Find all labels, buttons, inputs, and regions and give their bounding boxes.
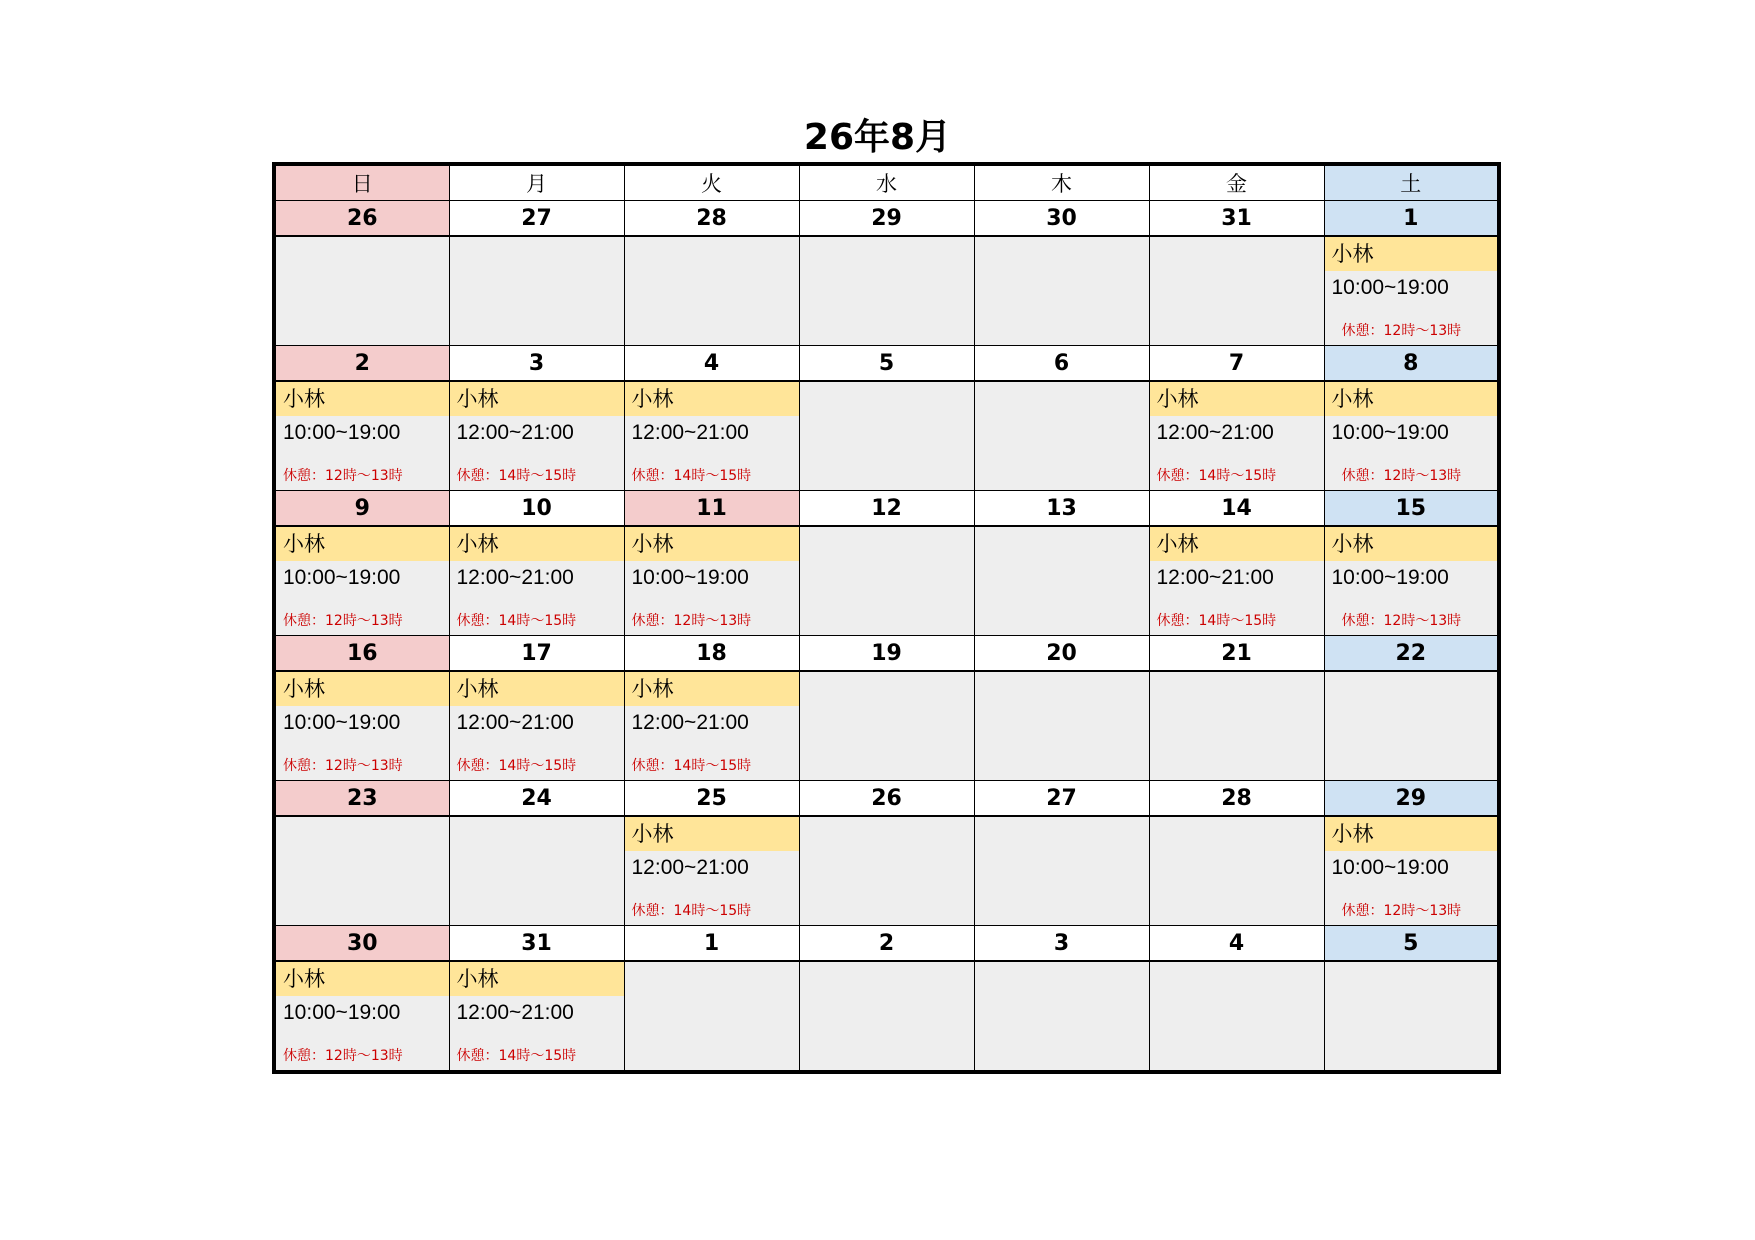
break-time: 休憩：14時～15時 [631, 468, 752, 484]
weekday-wednesday: 水 [799, 164, 974, 201]
date-row [274, 346, 1499, 382]
shift-row [274, 671, 1499, 781]
shift-hours: 10:00~19:00 [283, 421, 401, 444]
date-cell: 7 [1149, 346, 1324, 382]
shift-row [274, 816, 1499, 926]
shift-row [274, 381, 1499, 491]
date-cell: 17 [449, 636, 624, 672]
date-cell: 28 [624, 201, 799, 237]
date-cell: 21 [1149, 636, 1324, 672]
date-row [274, 201, 1499, 237]
staff-name: 小林 [625, 672, 799, 706]
shift-cell [449, 961, 624, 1072]
date-cell: 19 [799, 636, 974, 672]
date-cell: 5 [1324, 926, 1499, 962]
shift-hours: 10:00~19:00 [283, 711, 401, 734]
shift-hours: 12:00~21:00 [1156, 566, 1274, 589]
shift-hours: 10:00~19:00 [283, 1001, 401, 1024]
shift-cell [1149, 961, 1324, 1072]
shift-cell [1149, 526, 1324, 636]
shift-cell [624, 961, 799, 1072]
break-time: 休憩：14時～15時 [631, 758, 752, 774]
shift-hours: 10:00~19:00 [283, 566, 401, 589]
date-cell: 28 [1149, 781, 1324, 817]
date-cell: 5 [799, 346, 974, 382]
break-time: 休憩：14時～15時 [456, 758, 577, 774]
date-cell: 13 [974, 491, 1149, 527]
date-cell: 26 [799, 781, 974, 817]
date-cell: 29 [1324, 781, 1499, 817]
shift-cell [974, 961, 1149, 1072]
staff-name: 小林 [1150, 382, 1324, 416]
staff-name: 小林 [450, 382, 624, 416]
date-cell: 27 [449, 201, 624, 237]
shift-cell [799, 381, 974, 491]
staff-name: 小林 [1325, 382, 1498, 416]
shift-cell [799, 816, 974, 926]
date-cell: 29 [799, 201, 974, 237]
shift-hours: 12:00~21:00 [631, 711, 749, 734]
date-cell: 6 [974, 346, 1149, 382]
shift-cell [1324, 236, 1499, 346]
shift-hours: 12:00~21:00 [456, 566, 574, 589]
break-time: 休憩：12時～13時 [631, 613, 752, 629]
break-time: 休憩：12時～13時 [283, 758, 403, 774]
date-cell: 30 [974, 201, 1149, 237]
shift-cell [274, 671, 449, 781]
shift-cell [1324, 671, 1499, 781]
shift-row [274, 526, 1499, 636]
break-time: 休憩：12時～13時 [283, 1048, 403, 1064]
date-cell: 8 [1324, 346, 1499, 382]
shift-cell [1149, 816, 1324, 926]
staff-name: 小林 [1325, 237, 1498, 271]
staff-name: 小林 [625, 817, 799, 851]
weekday-tuesday: 火 [624, 164, 799, 201]
date-cell: 18 [624, 636, 799, 672]
shift-cell [624, 526, 799, 636]
date-cell: 31 [1149, 201, 1324, 237]
date-cell: 30 [274, 926, 449, 962]
break-time: 休憩：12時～13時 [283, 613, 403, 629]
shift-cell [1149, 236, 1324, 346]
date-cell: 4 [1149, 926, 1324, 962]
shift-hours: 12:00~21:00 [456, 421, 574, 444]
shift-cell [449, 671, 624, 781]
shift-cell [449, 381, 624, 491]
staff-name: 小林 [625, 382, 799, 416]
shift-cell [974, 381, 1149, 491]
shift-cell [1324, 526, 1499, 636]
date-cell: 31 [449, 926, 624, 962]
date-cell: 4 [624, 346, 799, 382]
staff-name: 小林 [1325, 527, 1498, 561]
staff-name: 小林 [1325, 817, 1498, 851]
date-cell: 25 [624, 781, 799, 817]
shift-hours: 12:00~21:00 [631, 421, 749, 444]
weekday-header-row [274, 164, 1499, 201]
staff-name: 小林 [625, 527, 799, 561]
shift-cell [624, 816, 799, 926]
break-time: 休憩：14時～15時 [456, 1048, 577, 1064]
shift-cell [974, 526, 1149, 636]
shift-cell [799, 236, 974, 346]
date-cell: 11 [624, 491, 799, 527]
shift-row [274, 236, 1499, 346]
shift-cell [1149, 381, 1324, 491]
date-row [274, 926, 1499, 962]
staff-name: 小林 [276, 382, 449, 416]
date-cell: 26 [274, 201, 449, 237]
date-cell: 3 [449, 346, 624, 382]
staff-name: 小林 [276, 962, 449, 996]
shift-cell [799, 526, 974, 636]
date-row [274, 781, 1499, 817]
shift-cell [274, 236, 449, 346]
shift-hours: 12:00~21:00 [1156, 421, 1274, 444]
weekday-saturday: 土 [1324, 164, 1499, 201]
shift-cell [449, 526, 624, 636]
date-cell: 2 [274, 346, 449, 382]
date-cell: 3 [974, 926, 1149, 962]
shift-hours: 12:00~21:00 [631, 856, 749, 879]
shift-cell [974, 816, 1149, 926]
shift-cell [799, 671, 974, 781]
staff-name: 小林 [450, 672, 624, 706]
break-time: 休憩：12時～13時 [1341, 613, 1462, 629]
shift-cell [274, 961, 449, 1072]
shift-cell [274, 381, 449, 491]
date-cell: 20 [974, 636, 1149, 672]
break-time: 休憩：14時～15時 [1156, 468, 1277, 484]
weekday-monday: 月 [449, 164, 624, 201]
break-time: 休憩：14時～15時 [1156, 613, 1277, 629]
break-time: 休憩：12時～13時 [283, 468, 403, 484]
shift-hours: 10:00~19:00 [1331, 856, 1449, 879]
weekday-sunday: 日 [274, 164, 449, 201]
date-cell: 9 [274, 491, 449, 527]
weekday-friday: 金 [1149, 164, 1324, 201]
shift-cell [274, 526, 449, 636]
date-cell: 22 [1324, 636, 1499, 672]
date-cell: 23 [274, 781, 449, 817]
staff-name: 小林 [276, 672, 449, 706]
date-cell: 16 [274, 636, 449, 672]
shift-calendar [272, 162, 1501, 1074]
break-time: 休憩：14時～15時 [456, 613, 577, 629]
date-cell: 27 [974, 781, 1149, 817]
shift-hours: 10:00~19:00 [1331, 276, 1449, 299]
shift-hours: 12:00~21:00 [456, 711, 574, 734]
shift-cell [274, 816, 449, 926]
date-cell: 1 [624, 926, 799, 962]
shift-cell [974, 671, 1149, 781]
date-row [274, 491, 1499, 527]
shift-cell [1324, 816, 1499, 926]
date-cell: 14 [1149, 491, 1324, 527]
staff-name: 小林 [1150, 527, 1324, 561]
shift-cell [799, 961, 974, 1072]
date-cell: 15 [1324, 491, 1499, 527]
shift-hours: 10:00~19:00 [1331, 421, 1449, 444]
date-cell: 1 [1324, 201, 1499, 237]
shift-row [274, 961, 1499, 1072]
date-row [274, 636, 1499, 672]
break-time: 休憩：12時～13時 [1341, 323, 1462, 339]
weekday-thursday: 木 [974, 164, 1149, 201]
calendar-title: 26年8月 [803, 117, 952, 158]
shift-hours: 10:00~19:00 [1331, 566, 1449, 589]
date-cell: 12 [799, 491, 974, 527]
shift-cell [624, 671, 799, 781]
date-cell: 24 [449, 781, 624, 817]
shift-cell [1324, 961, 1499, 1072]
shift-cell [974, 236, 1149, 346]
shift-cell [449, 236, 624, 346]
shift-cell [1149, 671, 1324, 781]
break-time: 休憩：14時～15時 [631, 903, 752, 919]
shift-hours: 12:00~21:00 [456, 1001, 574, 1024]
shift-cell [449, 816, 624, 926]
staff-name: 小林 [276, 527, 449, 561]
date-cell: 2 [799, 926, 974, 962]
staff-name: 小林 [450, 962, 624, 996]
break-time: 休憩：14時～15時 [456, 468, 577, 484]
date-cell: 10 [449, 491, 624, 527]
staff-name: 小林 [450, 527, 624, 561]
break-time: 休憩：12時～13時 [1341, 468, 1462, 484]
shift-cell [1324, 381, 1499, 491]
break-time: 休憩：12時～13時 [1341, 903, 1462, 919]
shift-cell [624, 236, 799, 346]
shift-hours: 10:00~19:00 [631, 566, 749, 589]
shift-cell [624, 381, 799, 491]
